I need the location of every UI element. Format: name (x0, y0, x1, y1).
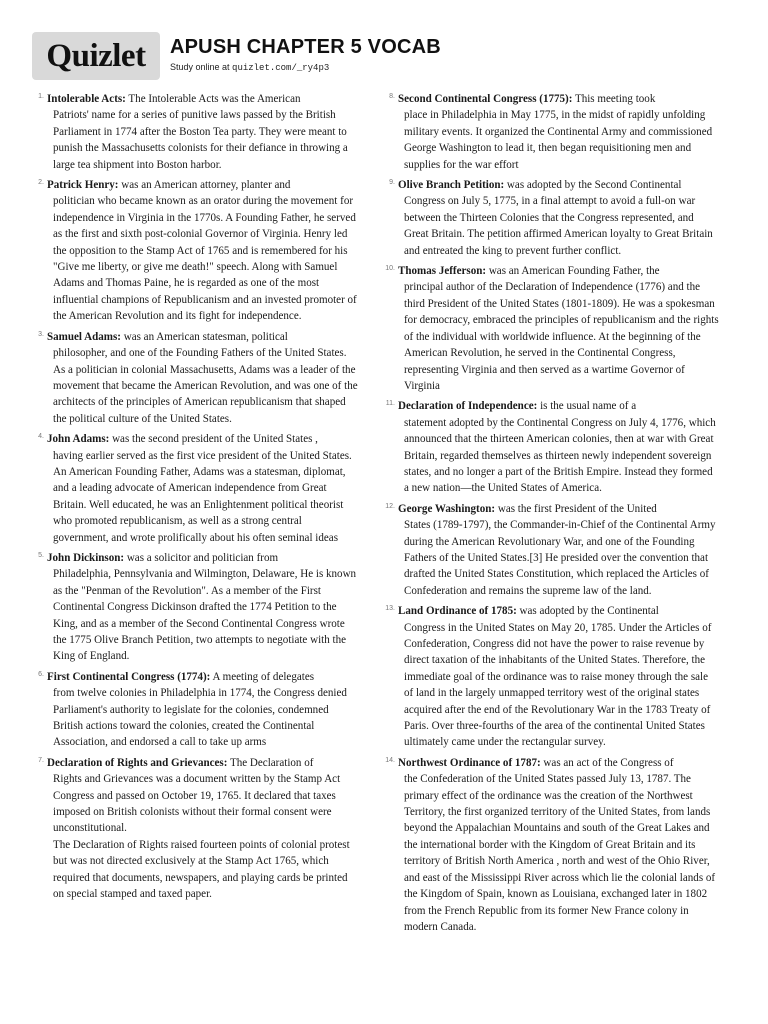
term-item (30, 91, 358, 173)
page-title: APUSH CHAPTER 5 VOCAB (170, 36, 441, 58)
term-definition: statement adopted by the Continental Congress on July 4, 1776, which announced that the thirteen American colonies, then at war with Great Britain, regarded themselves as thirteen newly independent sovereign states, and no longer a part of the British Empire. Instead they formed a new nation—the United States of America. (404, 416, 716, 495)
term-def-start: was an American attorney, planter and (118, 179, 291, 192)
term-def-start: was adopted by the Second Continental (504, 179, 682, 192)
term-name: George Washington: (398, 502, 496, 515)
term-first-line (398, 501, 719, 517)
term-definition: Congress in the United States on May 20, 1785. Under the Articles of Confederation, Congress did not have the power to raise revenue by direct taxation of the inhabitants of the United States. Therefore, the immediate goal of the ordinance was to raise money through the sale of land in the largely unmapped territory west of the original states acquired after the end of the Revolutionary War in the 1783 Treaty of Paris. Over three-fourths of the area of the continental United States ultimately came under the rectangular survey. (404, 621, 712, 749)
right-column (381, 91, 719, 939)
term-definition: States (1789-1797), the Commander-in-Chief of the Continental Army during the American Revolutionary War, and one of the Founding Fathers of the United States.[3] He presided over the convention that drafted the United States Constitution, which replaced the Articles of Confederation and remains the supreme law of the land. (404, 519, 716, 597)
logo-text: Quizlet (46, 37, 146, 74)
term-definition: the Confederation of the United States passed July 13, 1787. The primary effect of the ordinance was the creation of the Northwest Territory, the first organized territory of the United States, from lands beyond the Appalachian Mountains and south of the Great Lakes and the international border with the Kingdom of Great Britain and its territory of British North America , north and west of the Ohio River, and east of the Mississippi River across which lie the colonial lands of the Kingdom of Spain, known as Louisiana, exchanged later in 1802 from the French Republic from its former New France colony in modern Canada. (404, 773, 716, 933)
term-def-start: was an American Founding Father, the (486, 265, 660, 278)
left-column (30, 91, 358, 907)
term-definition: philosopher, and one of the Founding Fathers of the United States. As a politician in colonial Massachusetts, Adams was a leader of the movement that became the American Revolution, and was one of the architects of the principles of American republicanism that shaped the political culture of the United States. (53, 347, 358, 425)
term-name: Declaration of Rights and Grievances: (47, 756, 228, 769)
term-name: Patrick Henry: (47, 179, 119, 192)
term-number: 9. (389, 179, 395, 187)
term-number: 5. (38, 551, 44, 559)
term-name: Samuel Adams: (47, 330, 121, 343)
term-first-line (47, 177, 358, 193)
term-first-line (47, 91, 358, 107)
term-number: 1. (38, 93, 44, 100)
term-number: 13. (385, 605, 395, 613)
term-item (381, 177, 719, 259)
term-item (381, 263, 719, 394)
term-number: 6. (38, 670, 44, 678)
term-item (30, 755, 358, 903)
term-def-start: The Intolerable Acts was the American (125, 93, 301, 105)
term-definition: Patriots' name for a series of punitive laws passed by the British Parliament in 1774 after the Boston Tea party. They were meant to punish the Massachusetts colonists for their defiance in throwing a large tea shipment into Boston harbor. (53, 109, 348, 171)
term-def-start: was adopted by the Continental (516, 605, 659, 618)
page-header (32, 32, 736, 80)
term-item (30, 669, 358, 751)
term-number: 8. (389, 93, 395, 100)
term-number: 3. (38, 330, 44, 338)
term-name: Thomas Jefferson: (398, 265, 487, 278)
term-first-line (47, 550, 358, 566)
term-number: 11. (385, 400, 395, 408)
term-def-start: was the second president of the United States , (109, 433, 318, 446)
term-number: 10. (385, 265, 395, 273)
term-def-start: was an act of the Congress of (540, 756, 674, 769)
term-item (381, 501, 719, 599)
term-def-start: The Declaration of (227, 756, 314, 769)
term-name: Land Ordinance of 1785: (398, 605, 517, 618)
term-def-start: was an American statesman, political (120, 330, 288, 343)
term-first-line (398, 177, 719, 193)
term-def-start: was the first President of the United (495, 502, 657, 515)
term-name: Declaration of Independence: (398, 400, 538, 413)
term-number: 14. (385, 756, 395, 764)
study-online-line (170, 61, 441, 74)
term-def-start: This meeting took (572, 93, 656, 105)
term-definition: Philadelphia, Pennsylvania and Wilmington, Delaware, He is known as the "Penman of the Revolution". As a member of the First Continental Congress Dickinson drafted the 1774 Petition to the King, and as a member of the Second Continental Congress wrote the 1775 Olive Branch Petition, two attempts to negotiate with the King of England. (53, 568, 357, 663)
term-first-line (398, 398, 719, 414)
term-first-line (47, 329, 358, 345)
term-number: 4. (38, 433, 44, 441)
term-name: Intolerable Acts: (47, 93, 126, 105)
term-definition: Rights and Grievances was a document written by the Stamp Act Congress and passed on October 19, 1765. It declared that taxes imposed on British colonists without their formal consent were unconstitutional. (53, 773, 341, 835)
term-item (381, 603, 719, 751)
term-name: Northwest Ordinance of 1787: (398, 756, 541, 769)
term-definition: having earlier served as the first vice president of the United States. An American Founding Father, Adams was a statesman, diplomat, and a leading advocate of American independence from Great Britain. Well educated, he was an Enlightenment political theorist who promoted republicanism, as well as a strong central government, and wrote prolifically about his often seminal ideas (53, 449, 352, 544)
term-item (30, 431, 358, 546)
title-block (170, 36, 441, 74)
term-name: Second Continental Congress (1775): (398, 93, 573, 105)
term-first-line (398, 603, 719, 619)
term-name: Olive Branch Petition: (398, 179, 505, 192)
term-definition-extra: The Declaration of Rights raised fourteen points of colonial protest but was not directed exclusively at the Stamp Act 1765, which required that documents, newspapers, and playing cards be printed on special stamped and taxed paper. (53, 838, 350, 901)
term-def-start: is the usual name of a (537, 400, 637, 413)
term-definition: from twelve colonies in Philadelphia in 1774, the Congress denied Parliament's authority to legislate for the colonies, condemned British actions toward the colonies, created the Continental Association, and endorsed a call to take up arms (53, 687, 347, 749)
term-first-line (47, 669, 358, 685)
term-item (30, 177, 358, 325)
term-item (30, 329, 358, 427)
term-definition: principal author of the Declaration of Independence (1776) and the third President of the United States (1801-1809). He was a spokesman for democracy, embraced the principles of republicanism and the rights of the individual with worldwide influence. At the beginning of the American Revolution, he served in the Continental Congress, representing Virginia and then served as a wartime Governor of Virginia (404, 281, 719, 392)
term-definition: place in Philadelphia in May 1775, in the midst of rapidly unfolding military events. It organized the Continental Army and commissioned George Washington to lead it, then began requisitioning men and supplies for the war effort (404, 109, 713, 171)
term-name: John Adams: (47, 433, 110, 446)
term-definition: politician who became known as an orator during the movement for independence in Virginia in the 1770s. A Founding Father, he served as the first and sixth post-colonial Governor of Virginia. Henry led the opposition to the Stamp Act of 1765 and is remembered for his "Give me liberty, or give me death!" speech. Along with Samuel Adams and Thomas Paine, he is regarded as one of the most influential champions of Republicanism and an invested promoter of the American Revolution and its fight for independence. (53, 195, 357, 323)
term-number: 2. (38, 179, 44, 187)
quizlet-logo (32, 32, 160, 80)
study-online-label: Study online at (170, 62, 233, 72)
term-first-line (398, 755, 719, 771)
term-item (381, 91, 719, 173)
term-first-line (47, 755, 358, 771)
term-name: First Continental Congress (1774): (47, 670, 211, 683)
term-first-line (398, 91, 719, 107)
term-definition: Congress on July 5, 1775, in a final attempt to avoid a full-on war between the Thirteen Colonies that the Congress represented, and Great Britain. The petition affirmed American loyalty to Great Britain and entreated the king to prevent further conflict. (404, 195, 713, 257)
term-first-line (47, 431, 358, 447)
term-first-line (398, 263, 719, 279)
term-number: 7. (38, 756, 44, 764)
term-def-start: A meeting of delegates (210, 670, 315, 683)
study-online-link[interactable]: quizlet.com/_ry4p3 (232, 63, 330, 73)
term-item (381, 755, 719, 935)
term-number: 12. (385, 502, 395, 510)
term-item (30, 550, 358, 665)
term-def-start: was a solicitor and politician from (124, 551, 279, 564)
term-item (381, 398, 719, 496)
term-name: John Dickinson: (47, 551, 125, 564)
